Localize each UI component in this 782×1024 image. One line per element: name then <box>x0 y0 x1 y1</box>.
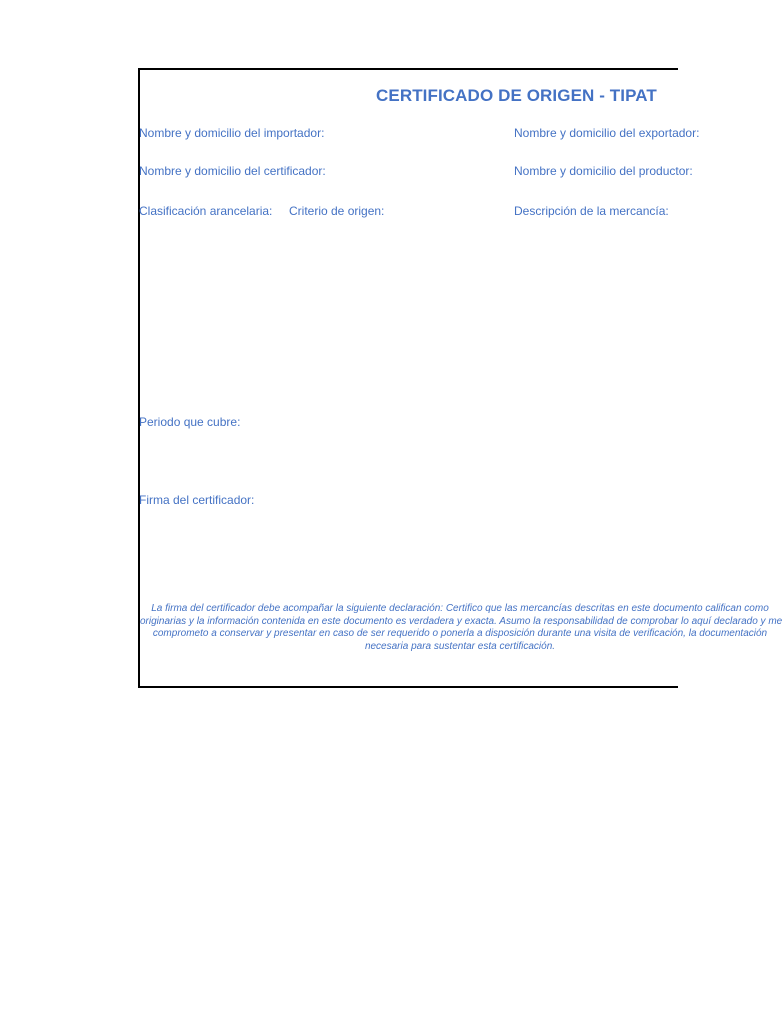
goods-description-label: Descripción de la mercancía: <box>514 204 669 218</box>
certificate-frame <box>138 68 678 688</box>
declaration-line: necesaria para sustentar esta certificación. <box>364 640 556 652</box>
tariff-classification-label: Clasificación arancelaria: <box>139 204 273 218</box>
importer-label: Nombre y domicilio del importador: <box>139 126 325 140</box>
page-title: CERTIFICADO DE ORIGEN - TIPAT <box>376 86 657 105</box>
certifier-label: Nombre y domicilio del certificador: <box>139 164 326 178</box>
origin-criterion-label: Criterio de origen: <box>289 204 385 218</box>
declaration-text <box>140 603 780 653</box>
declaration-line: comprometo a conservar y presentar en caso de ser requerido o ponerla a disposición durante una visita de verificación, la documentación <box>152 628 768 639</box>
signature-label: Firma del certificador: <box>139 493 255 507</box>
period-label: Periodo que cubre: <box>139 415 241 429</box>
exporter-label: Nombre y domicilio del exportador: <box>514 126 700 140</box>
declaration-line: La firma del certificador debe acompañar la siguiente declaración: Certifico que las mercancías descritas en este documento califican como <box>151 603 769 614</box>
declaration-line: originarias y la información contenida en este documento es verdadera y exacta. Asumo la responsabilidad de comprobar lo aquí declarado y me <box>140 615 782 627</box>
producer-label: Nombre y domicilio del productor: <box>514 164 693 178</box>
